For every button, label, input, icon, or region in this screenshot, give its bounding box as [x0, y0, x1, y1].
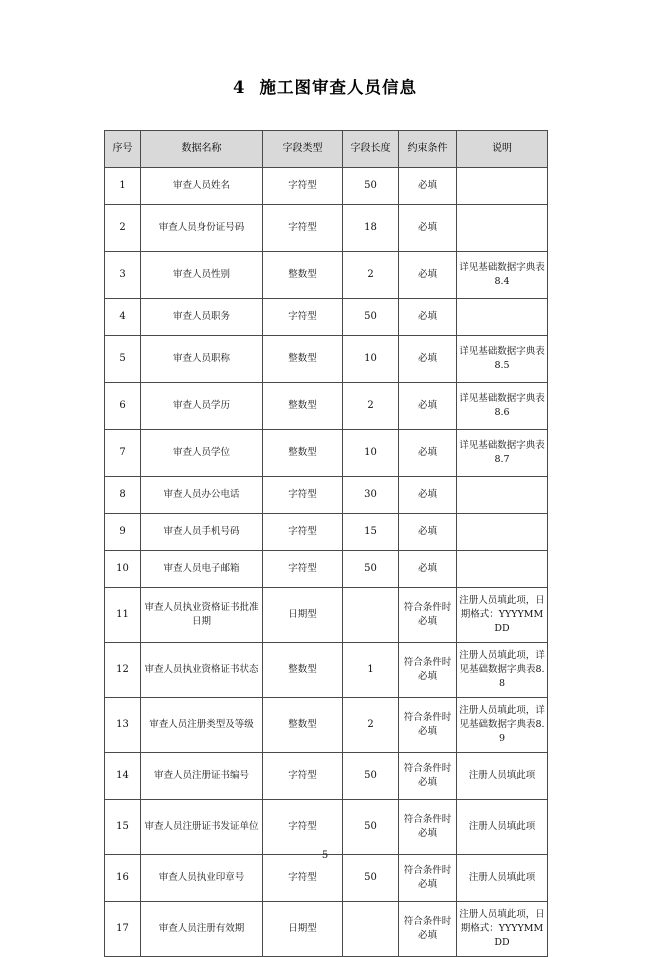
cell-data-name: 审查人员注册有效期 [141, 902, 263, 957]
cell-data-name: 审查人员性别 [141, 252, 263, 299]
table-row [105, 551, 548, 588]
cell-sequence-number: 4 [105, 299, 141, 336]
cell-field-length: 50 [343, 855, 399, 902]
cell-field-type: 字符型 [263, 855, 343, 902]
cell-description [457, 551, 548, 588]
cell-field-type: 整数型 [263, 336, 343, 383]
cell-constraint: 必填 [399, 168, 457, 205]
cell-field-type: 字符型 [263, 299, 343, 336]
cell-sequence-number: 5 [105, 336, 141, 383]
cell-field-length: 50 [343, 299, 399, 336]
personnel-info-table [104, 130, 548, 957]
cell-field-length: 10 [343, 336, 399, 383]
table-row [105, 336, 548, 383]
cell-constraint: 符合条件时必填 [399, 643, 457, 698]
cell-constraint: 必填 [399, 430, 457, 477]
cell-field-length: 50 [343, 168, 399, 205]
cell-sequence-number: 3 [105, 252, 141, 299]
cell-data-name: 审查人员姓名 [141, 168, 263, 205]
cell-field-length: 15 [343, 514, 399, 551]
cell-description: 注册人员填此项 [457, 855, 548, 902]
cell-constraint: 必填 [399, 514, 457, 551]
cell-field-type: 整数型 [263, 430, 343, 477]
cell-sequence-number: 1 [105, 168, 141, 205]
cell-field-length: 18 [343, 205, 399, 252]
table-header-row [105, 131, 548, 168]
page-number: 5 [321, 850, 329, 861]
table-row [105, 477, 548, 514]
cell-field-type: 整数型 [263, 383, 343, 430]
cell-data-name: 审查人员身份证号码 [141, 205, 263, 252]
table-row [105, 514, 548, 551]
table-row [105, 205, 548, 252]
column-header-length: 字段长度 [343, 131, 399, 168]
page-title [0, 74, 650, 98]
table-row [105, 643, 548, 698]
cell-data-name: 审查人员注册类型及等级 [141, 698, 263, 753]
cell-data-name: 审查人员执业资格证书批准日期 [141, 588, 263, 643]
table-body [105, 168, 548, 957]
cell-constraint: 符合条件时必填 [399, 698, 457, 753]
cell-description: 注册人员填此项 [457, 753, 548, 800]
table-row [105, 753, 548, 800]
cell-description: 注册人员填此项 [457, 800, 548, 855]
cell-field-type: 字符型 [263, 800, 343, 855]
cell-description: 详见基础数据字典表8.5 [457, 336, 548, 383]
cell-field-length: 30 [343, 477, 399, 514]
cell-field-type: 日期型 [263, 902, 343, 957]
table-row [105, 855, 548, 902]
table-row [105, 698, 548, 753]
cell-data-name: 审查人员执业印章号 [141, 855, 263, 902]
cell-constraint: 符合条件时必填 [399, 902, 457, 957]
table-row [105, 800, 548, 855]
cell-sequence-number: 11 [105, 588, 141, 643]
cell-field-type: 字符型 [263, 551, 343, 588]
table-row [105, 252, 548, 299]
table-header [105, 131, 548, 168]
cell-field-type: 整数型 [263, 252, 343, 299]
cell-sequence-number: 6 [105, 383, 141, 430]
cell-sequence-number: 2 [105, 205, 141, 252]
table-row [105, 299, 548, 336]
cell-data-name: 审查人员注册证书编号 [141, 753, 263, 800]
cell-description [457, 168, 548, 205]
cell-sequence-number: 17 [105, 902, 141, 957]
cell-field-length: 2 [343, 698, 399, 753]
cell-field-length: 50 [343, 551, 399, 588]
cell-description: 注册人员填此项，详见基础数据字典表8.9 [457, 698, 548, 753]
cell-constraint: 符合条件时必填 [399, 800, 457, 855]
cell-constraint: 必填 [399, 477, 457, 514]
column-header-constraint: 约束条件 [399, 131, 457, 168]
cell-constraint: 必填 [399, 205, 457, 252]
cell-data-name: 审查人员学历 [141, 383, 263, 430]
table-row [105, 430, 548, 477]
cell-sequence-number: 13 [105, 698, 141, 753]
cell-description: 注册人员填此项，日期格式：YYYYMMDD [457, 588, 548, 643]
cell-description [457, 299, 548, 336]
cell-sequence-number: 16 [105, 855, 141, 902]
cell-field-type: 字符型 [263, 514, 343, 551]
cell-description [457, 514, 548, 551]
cell-constraint: 必填 [399, 299, 457, 336]
cell-field-type: 日期型 [263, 588, 343, 643]
cell-constraint: 符合条件时必填 [399, 753, 457, 800]
cell-description [457, 205, 548, 252]
cell-description: 详见基础数据字典表8.4 [457, 252, 548, 299]
cell-field-type: 字符型 [263, 753, 343, 800]
cell-sequence-number: 10 [105, 551, 141, 588]
page-title-number: 4 [233, 78, 246, 97]
cell-data-name: 审查人员执业资格证书状态 [141, 643, 263, 698]
cell-constraint: 必填 [399, 252, 457, 299]
cell-sequence-number: 12 [105, 643, 141, 698]
column-header-description: 说明 [457, 131, 548, 168]
cell-data-name: 审查人员注册证书发证单位 [141, 800, 263, 855]
personnel-info-table-container [104, 130, 547, 957]
cell-field-length: 50 [343, 753, 399, 800]
cell-data-name: 审查人员学位 [141, 430, 263, 477]
cell-constraint: 必填 [399, 551, 457, 588]
cell-field-length: 2 [343, 252, 399, 299]
cell-constraint: 必填 [399, 383, 457, 430]
cell-constraint: 必填 [399, 336, 457, 383]
cell-data-name: 审查人员职务 [141, 299, 263, 336]
cell-description [457, 477, 548, 514]
cell-sequence-number: 15 [105, 800, 141, 855]
cell-sequence-number: 14 [105, 753, 141, 800]
cell-sequence-number: 8 [105, 477, 141, 514]
cell-field-type: 整数型 [263, 698, 343, 753]
cell-field-length: 50 [343, 800, 399, 855]
column-header-name: 数据名称 [141, 131, 263, 168]
cell-sequence-number: 9 [105, 514, 141, 551]
cell-field-length: 10 [343, 430, 399, 477]
table-row [105, 902, 548, 957]
cell-data-name: 审查人员职称 [141, 336, 263, 383]
cell-description: 注册人员填此项，日期格式：YYYYMMDD [457, 902, 548, 957]
cell-description: 详见基础数据字典表8.7 [457, 430, 548, 477]
cell-description: 注册人员填此项，详见基础数据字典表8.8 [457, 643, 548, 698]
cell-field-type: 字符型 [263, 168, 343, 205]
cell-field-length [343, 902, 399, 957]
cell-data-name: 审查人员办公电话 [141, 477, 263, 514]
cell-field-type: 字符型 [263, 477, 343, 514]
cell-field-type: 字符型 [263, 205, 343, 252]
cell-constraint: 符合条件时必填 [399, 588, 457, 643]
page-title-label: 施工图审查人员信息 [259, 78, 417, 97]
cell-data-name: 审查人员手机号码 [141, 514, 263, 551]
cell-field-length: 2 [343, 383, 399, 430]
table-row [105, 588, 548, 643]
cell-constraint: 符合条件时必填 [399, 855, 457, 902]
cell-description: 详见基础数据字典表8.6 [457, 383, 548, 430]
column-header-type: 字段类型 [263, 131, 343, 168]
column-header-seq: 序号 [105, 131, 141, 168]
cell-field-length: 1 [343, 643, 399, 698]
cell-data-name: 审查人员电子邮箱 [141, 551, 263, 588]
table-row [105, 383, 548, 430]
table-row [105, 168, 548, 205]
cell-field-type: 整数型 [263, 643, 343, 698]
cell-sequence-number: 7 [105, 430, 141, 477]
cell-field-length [343, 588, 399, 643]
